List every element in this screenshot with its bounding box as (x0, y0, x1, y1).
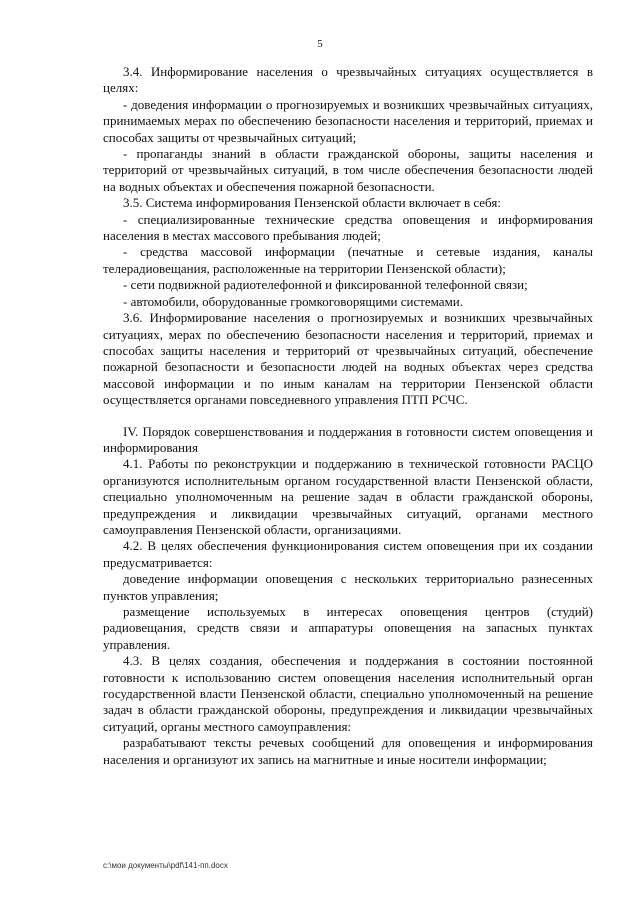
page-number: 5 (317, 38, 323, 50)
paragraph: - специализированные технические средства оповещения и информирования населения в местах массового пребывания людей; (103, 211, 593, 244)
paragraph: доведение информации оповещения с нескольких территориально разнесенных пунктов управления; (103, 571, 593, 603)
paragraph: IV. Порядок совершенствования и поддержания в готовности систем оповещения и информирования (103, 423, 593, 455)
paragraph: размещение используемых в интересах оповещения центров (студий) радиовещания, средств связи и аппаратуры оповещения на запасных пунктах управления. (103, 604, 593, 652)
paragraph: разрабатывают тексты речевых сообщений для оповещения и информирования населения и организуют их запись на магнитные и иные носители информации; (103, 735, 593, 767)
document-body (103, 64, 593, 768)
paragraph: - средства массовой информации (печатные и сетевые издания, каналы телерадиовещания, расположенные на территории Пензенской области); (103, 244, 593, 276)
paragraph: 3.5. Система информирования Пензенской области включает в себя: (123, 195, 501, 211)
paragraph: 4.2. В целях обеспечения функционирования систем оповещения при их создании предусматривается: (103, 538, 593, 570)
paragraph: - автомобили, оборудованные громкоговорящими системами. (123, 293, 464, 309)
file-path-footer: c:\мои документы\pdf\141-пп.docx (103, 861, 228, 870)
paragraph: 4.3. В целях создания, обеспечения и поддержания в состоянии постоянной готовности к использованию систем оповещения населения исполнительный орган государственной власти Пензенской области, специально уполномоченный на решение задач в области гражданской обороны, предупреждения и ликвидации чрезвычайных ситуаций, органы местного самоуправления: (103, 653, 593, 734)
paragraph: - пропаганды знаний в области гражданской обороны, защиты населения и территорий от чрезвычайных ситуаций, в том числе обеспечения безопасности людей на водных объектах и обеспечения пожарной безопасности. (103, 146, 593, 194)
paragraph: 3.4. Информирование населения о чрезвычайных ситуациях осуществляется в целях: (103, 64, 593, 96)
paragraph: - сети подвижной радиотелефонной и фиксированной телефонной связи; (123, 277, 528, 293)
paragraph: - доведения информации о прогнозируемых и возникших чрезвычайных ситуациях, принимаемых мерах по обеспечению безопасности населения и территорий, приемах и способах защиты от чрезвычайных ситуаций; (103, 96, 593, 145)
paragraph: 3.6. Информирование населения о прогнозируемых и возникших чрезвычайных ситуациях, мерах по обеспечению безопасности населения и территорий, приемах и способах защиты населения и территорий от чрезвычайных ситуаций, обеспечение пожарной безопасности и безопасности людей на водных объектах через средства массовой информации и по иным каналам на территории Пензенской области осуществляется органами повседневного управления ПТП РСЧС. (103, 310, 593, 408)
paragraph: 4.1. Работы по реконструкции и поддержанию в технической готовности РАСЦО организуются исполнительным органом государственной власти Пензенской области, специально уполномоченным на решение задач в области гражданской обороны, предупреждения и ликвидации чрезвычайных ситуаций, органами местного самоуправления Пензенской области, организациями. (103, 456, 593, 537)
